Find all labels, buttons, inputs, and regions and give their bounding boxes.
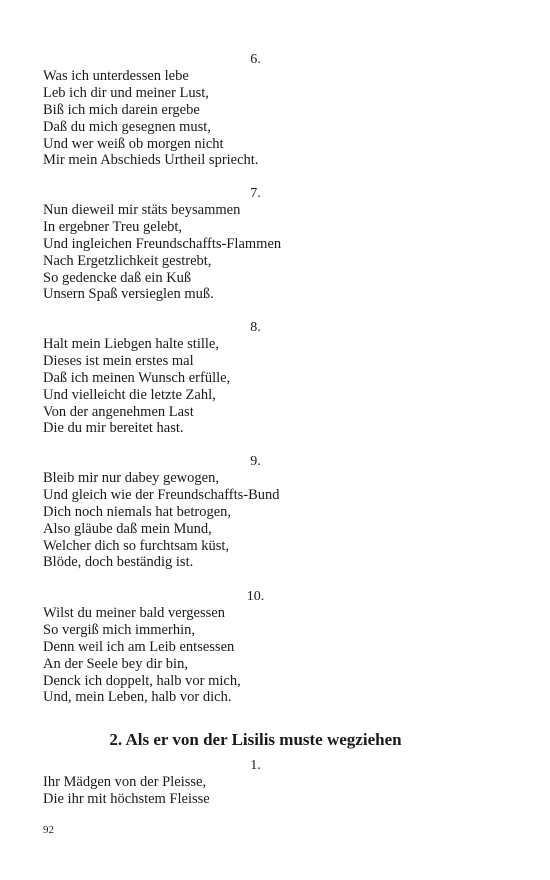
verse-line: Biß ich mich darein ergebe: [43, 101, 200, 118]
stanza-number: 9.: [250, 454, 261, 469]
verse-line: Dich noch niemals hat betrogen,: [43, 503, 232, 520]
verse-line: Die du mir bereitet hast.: [43, 420, 184, 437]
next-poem-stanza-1: [43, 757, 513, 808]
stanza-number: 6.: [250, 52, 261, 67]
verse-line: An der Seele bey dir bin,: [43, 655, 188, 672]
verse-line: Nun dieweil mir stäts beysammen: [43, 202, 241, 218]
verse-line: Ihr Mädgen von der Pleisse,: [43, 774, 207, 790]
verse-line: Was ich unterdessen lebe: [43, 68, 189, 84]
verse-line: Und, mein Leben, halb vor dich.: [43, 689, 232, 706]
page-number: 92: [43, 824, 54, 836]
verse-line: Daß ich meinen Wunsch erfülle,: [43, 369, 231, 386]
verse-line: So gedencke daß ein Kuß: [43, 269, 192, 286]
verse-line: Leb ich dir und meiner Lust,: [43, 84, 209, 101]
verse-line: Von der angenehmen Last: [43, 403, 194, 420]
stanza-number: 10.: [246, 589, 265, 604]
verse-line: In ergebner Treu gelebt,: [43, 218, 183, 235]
verse-line: Denck ich doppelt, halb vor mich,: [43, 672, 241, 689]
stanza-6: [43, 51, 513, 169]
verse-line: Daß du mich gesegnen must,: [43, 118, 211, 135]
stanza-9: [43, 453, 513, 571]
stanza-number: 8.: [250, 320, 261, 335]
verse-line: Also gläube daß mein Mund,: [43, 520, 212, 537]
stanza-number: 1.: [250, 758, 261, 773]
verse-line: Die ihr mit höchstem Fleisse: [43, 790, 210, 807]
verse-line: So vergiß mich immerhin,: [43, 621, 195, 638]
verse-line: Nach Ergetzlichkeit gestrebt,: [43, 252, 212, 269]
verse-line: Bleib mir nur dabey gewogen,: [43, 470, 219, 486]
stanza-number: 7.: [250, 186, 261, 201]
stanza-10: [43, 588, 513, 706]
verse-line: Und gleich wie der Freundschaffts-Bund: [43, 486, 280, 503]
verse-line: Und wer weiß ob morgen nicht: [43, 135, 224, 152]
verse-line: Mir mein Abschieds Urtheil spriecht.: [43, 152, 259, 169]
verse-line: Wilst du meiner bald vergessen: [43, 605, 225, 621]
verse-line: Dieses ist mein erstes mal: [43, 352, 194, 369]
verse-line: Halt mein Liebgen halte stille,: [43, 336, 219, 352]
verse-line: Blöde, doch beständig ist.: [43, 554, 194, 571]
verse-line: Und vielleicht die letzte Zahl,: [43, 386, 216, 403]
verse-line: Unsern Spaß versieglen muß.: [43, 286, 214, 303]
stanza-7: [43, 185, 513, 303]
verse-line: Denn weil ich am Leib entsessen: [43, 638, 235, 655]
verse-line: Und ingleichen Freundschaffts-Flammen: [43, 235, 282, 252]
stanza-8: [43, 319, 513, 437]
verse-line: Welcher dich so furchtsam küst,: [43, 537, 230, 554]
poem-heading: 2. Als er von der Lisilis muste wegziehen: [109, 730, 402, 749]
